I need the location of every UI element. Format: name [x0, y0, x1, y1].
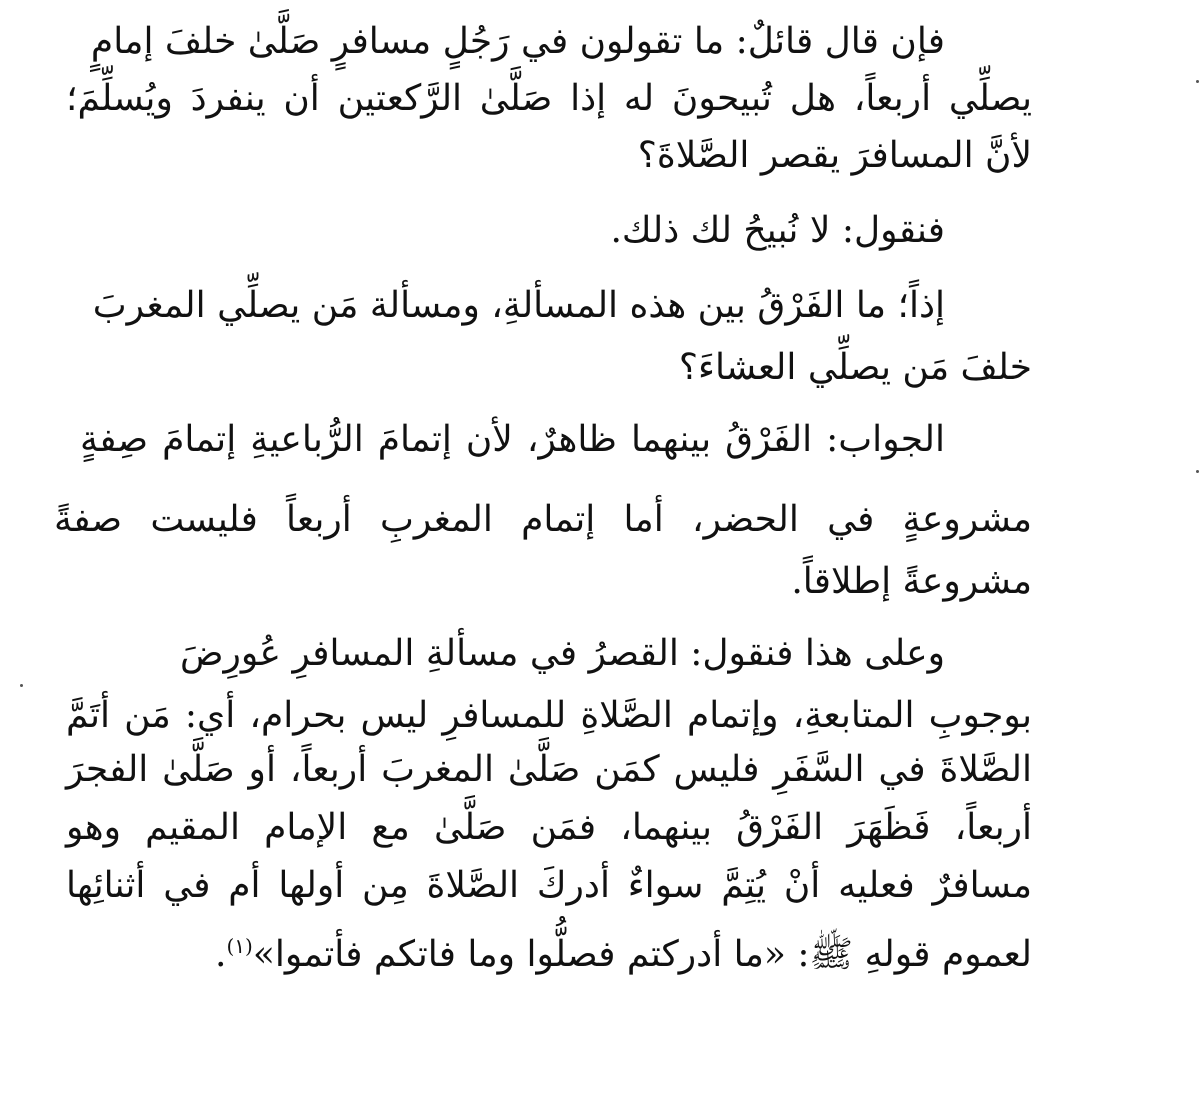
- paragraph-line-12: الصَّلاةَ في السَّفَرِ فليس كمَن صَلَّىٰ المغربَ أربعاً، أو صَلَّىٰ الفجرَ: [66, 749, 1032, 790]
- hadith-quote: لعموم قولهِ ﷺ: «ما أدركتم فصلُّوا وما فاتكم فأتموا»: [252, 934, 1032, 975]
- final-period: .: [214, 934, 227, 975]
- paragraph-line-3: لأنَّ المسافرَ يقصر الصَّلاةَ؟: [637, 135, 1032, 176]
- paragraph-line-9: مشروعةً إطلاقاً.: [791, 561, 1032, 602]
- paragraph-line-4: فنقول: لا نُبيحُ لك ذلك.: [610, 210, 945, 251]
- paragraph-line-2: يصلِّي أربعاً، هل تُبيحونَ له إذا صَلَّىٰ الرَّكعتين أن ينفردَ ويُسلِّمَ؛: [66, 78, 1032, 119]
- paragraph-line-13: أربعاً، فَظَهَرَ الفَرْقُ بينهما، فمَن صَلَّىٰ مع الإمام المقيم وهو: [66, 807, 1032, 848]
- paragraph-line-6: خلفَ مَن يصلِّي العشاءَ؟: [678, 347, 1032, 388]
- footnote-marker: (١): [226, 934, 253, 958]
- scan-speck-2: [1196, 470, 1199, 473]
- paragraph-line-15: [0, 918, 1032, 974]
- paragraph-line-10: وعلى هذا فنقول: القصرُ في مسألةِ المسافرِ عُورِضَ: [180, 633, 945, 674]
- paragraph-line-14: مسافرٌ فعليه أنْ يُتِمَّ سواءٌ أدركَ الصَّلاةَ مِن أولها أم في أثنائِها: [66, 865, 1032, 906]
- scan-speck-1: [1196, 80, 1199, 83]
- paragraph-line-11: بوجوبِ المتابعةِ، وإتمام الصَّلاةِ للمسافرِ ليس بحرام، أي: مَن أتَمَّ: [66, 695, 1032, 736]
- paragraph-line-8: مشروعةٍ في الحضر، أما إتمام المغربِ أربعاً فليست صفةً: [54, 499, 1032, 540]
- paragraph-line-1: فإن قال قائلٌ: ما تقولون في رَجُلٍ مسافرٍ صَلَّىٰ خلفَ إمامٍ: [90, 21, 945, 62]
- paragraph-line-7: الجواب: الفَرْقُ بينهما ظاهرٌ، لأن إتمامَ الرُّباعيةِ إتمامَ صِفةٍ: [80, 419, 945, 460]
- scan-speck-3: [20, 684, 23, 687]
- paragraph-line-5: إذاً؛ ما الفَرْقُ بين هذه المسألةِ، ومسألة مَن يصلِّي المغربَ: [92, 285, 945, 326]
